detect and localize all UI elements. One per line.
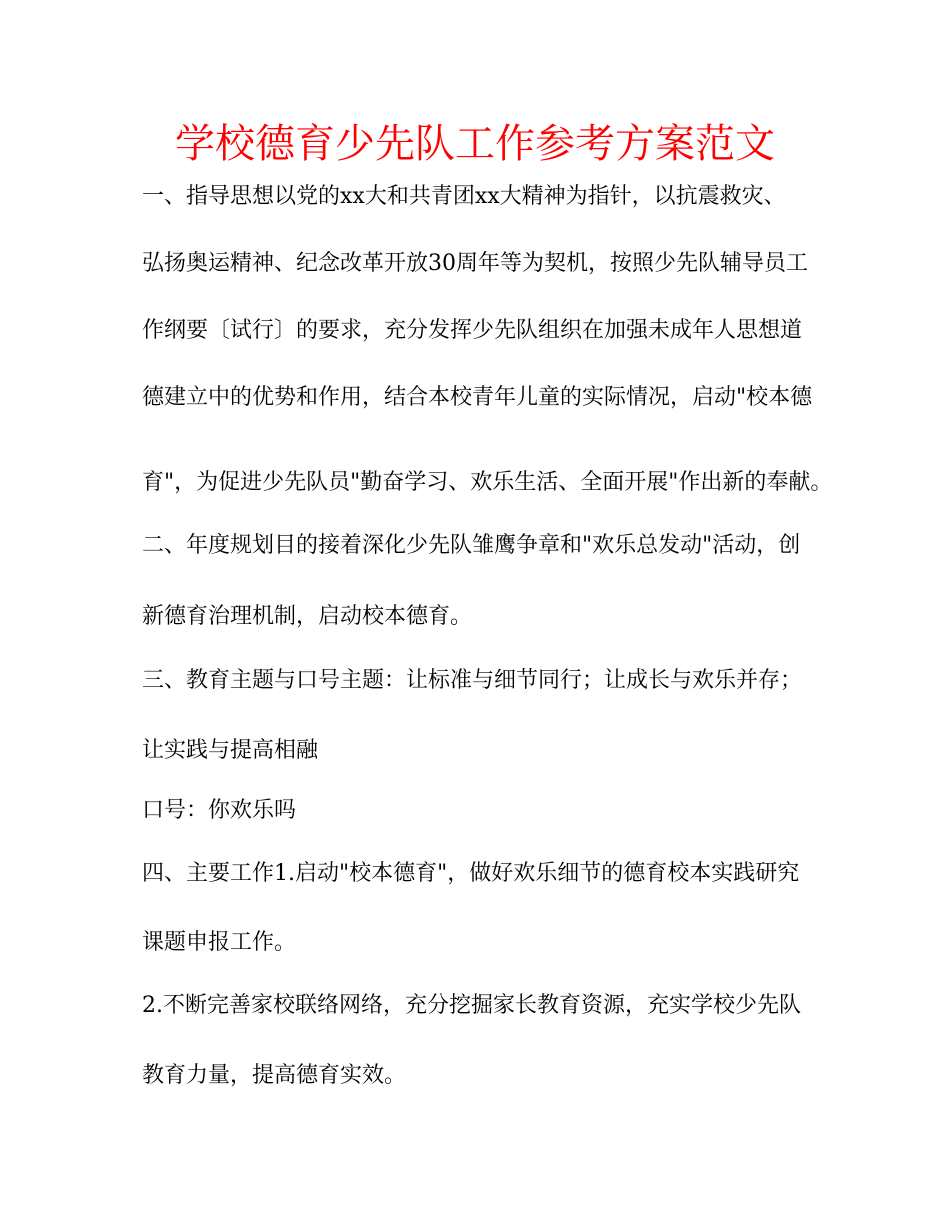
body-line: 一、指导思想以党的xx大和共青团xx大精神为指针，以抗震救灾、: [142, 184, 786, 209]
body-line: 让实践与提高相融: [142, 738, 319, 763]
body-line: 二、年度规划目的接着深化少先队雏鹰争章和"欢乐总发动"活动，创: [142, 533, 801, 558]
body-line: 四、主要工作1.启动"校本德育"，做好欢乐细节的德育校本实践研究: [142, 861, 800, 886]
body-line: 弘扬奥运精神、纪念改革开放30周年等为契机，按照少先队辅导员工: [142, 251, 808, 276]
body-line: 德建立中的优势和作用，结合本校青年儿童的实际情况，启动"校本德: [142, 385, 813, 410]
body-line: 育"，为促进少先队员"勤奋学习、欢乐生活、全面开展"作出新的奉献。: [142, 470, 833, 495]
body-line: 2.不断完善家校联络网络，充分挖掘家长教育资源，充实学校少先队: [142, 993, 801, 1018]
body-line: 教育力量，提高德育实效。: [142, 1063, 407, 1088]
body-line: 作纲要〔试行〕的要求，充分发挥少先队组织在加强未成年人思想道: [142, 318, 803, 343]
body-line: 口号：你欢乐吗: [142, 798, 297, 823]
body-line: 新德育治理机制，启动校本德育。: [142, 604, 473, 629]
document-title: 学校德育少先队工作参考方案范文: [175, 121, 775, 167]
body-line: 三、教育主题与口号主题：让标准与细节同行；让成长与欢乐并存；: [142, 668, 803, 693]
body-line: 课题申报工作。: [142, 930, 297, 955]
